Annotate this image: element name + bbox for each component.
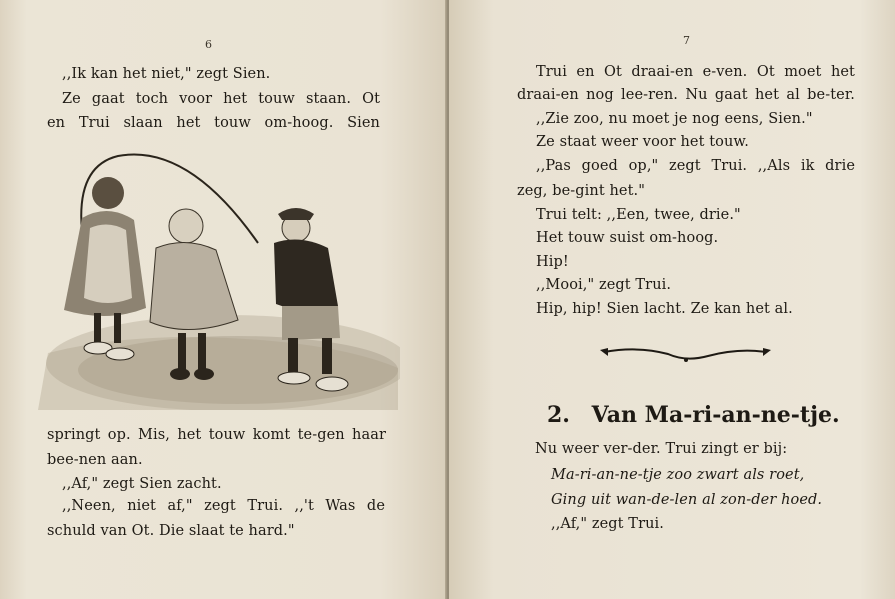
text-line: Ze gaat toch voor het touw staan. Ot <box>62 91 380 107</box>
text-line: ,,Pas goed op," zegt Trui. ,,Als ik drie <box>536 158 855 174</box>
text-line: Nu weer ver-der. Trui zingt er bij: <box>535 441 788 457</box>
children-skipping-rope-illustration <box>38 148 400 410</box>
text-line: ,,Neen, niet af," zegt Trui. ,,'t Was de <box>62 498 385 514</box>
text-line: springt op. Mis, het touw komt te-gen haar <box>47 427 386 443</box>
page-number: 6 <box>205 38 212 51</box>
text-line: bee-nen aan. <box>47 452 143 468</box>
page-number: 7 <box>683 34 690 47</box>
text-line: Trui telt: ,,Een, twee, drie." <box>536 207 741 223</box>
chapter-heading <box>547 402 840 428</box>
text-line: Ze staat weer voor het touw. <box>536 134 749 150</box>
text-line: en Trui slaan het touw om-hoog. Sien <box>47 115 380 131</box>
text-line: ,,Zie zoo, nu moet je nog eens, Sien." <box>536 111 813 127</box>
text-line: ,,Af," zegt Trui. <box>551 516 664 532</box>
decorative-divider-ornament <box>598 342 773 366</box>
text-line: ,,Mooi," zegt Trui. <box>536 277 672 293</box>
text-line: draai-en nog lee-ren. Nu gaat het al be-ter. <box>517 87 855 103</box>
poem-line: Ging uit wan-de-len al zon-der hoed. <box>551 492 823 508</box>
text-line: ,,Af," zegt Sien zacht. <box>62 476 222 492</box>
text-line: Hip! <box>536 254 569 270</box>
right-page <box>449 0 895 599</box>
text-line: Het touw suist om-hoog. <box>536 230 719 246</box>
text-line: ,,Ik kan het niet," zegt Sien. <box>62 66 271 82</box>
chapter-number: 2. <box>547 402 570 428</box>
text-line: schuld van Ot. Die slaat te hard." <box>47 523 295 539</box>
poem-line: Ma-ri-an-ne-tje zoo zwart als roet, <box>551 467 805 483</box>
text-line: Trui en Ot draai-en e-ven. Ot moet het <box>536 64 855 80</box>
text-line: zeg, be-gint het." <box>517 183 646 199</box>
chapter-title: Van Ma-ri-an-ne-tje. <box>591 402 840 428</box>
left-page <box>0 0 447 599</box>
text-line: Hip, hip! Sien lacht. Ze kan het al. <box>536 301 793 317</box>
